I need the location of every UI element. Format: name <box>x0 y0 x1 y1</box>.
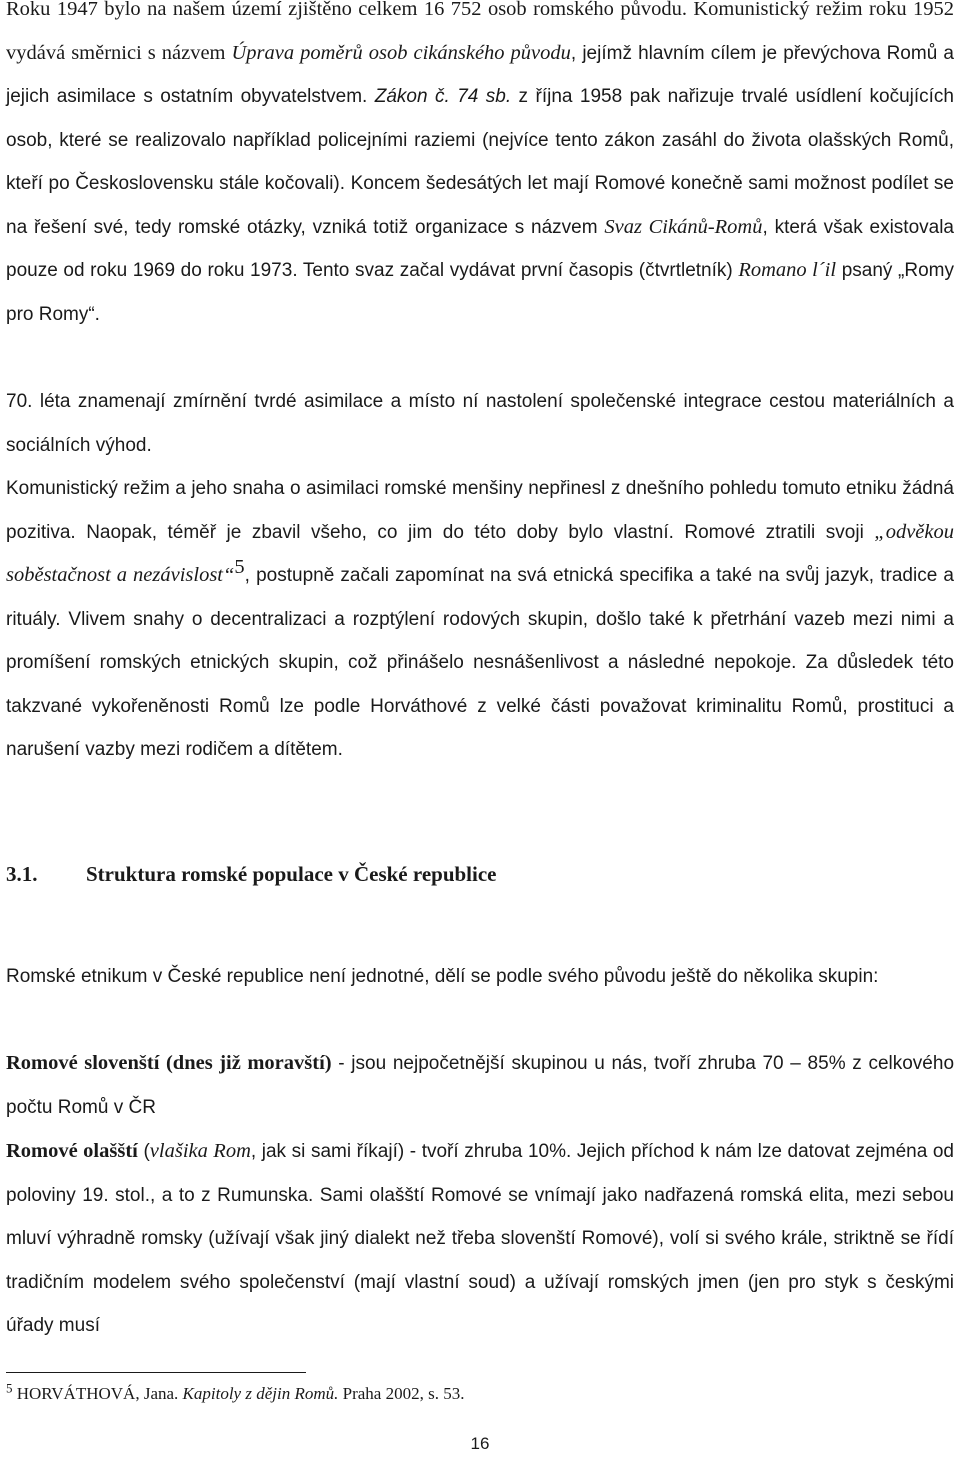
section-heading <box>6 862 496 887</box>
page-number: 16 <box>470 1434 490 1453</box>
footnote-ref: 5 <box>234 556 245 579</box>
footnote: $^5$ HORVÁTHOVÁ, Jana. Kapitoly z dějin Romů. Praha 2002, s. 53. <box>6 1380 465 1403</box>
paragraph-intro: Romské etnikum v České republice není jednotné, dělí se podle svého původu ještě do několika skupin: <box>6 966 879 987</box>
paragraph-history: Roku 1947 bylo na našem území zjištěno celkem 16 752 osob romského původu. Komunistický režim roku 1952 vydává směrnici s názvem Úprava poměrů osob cikánského původu, jejímž hlavním cílem je převýchova Romů a jejich asimilace s ostatním obyvatelstvem. Zákon č. 74 sb. z října 1958 pak nařizuje trvalé usídlení kočujících osob, které se realizovalo například policejními raziemi (nejvíce tento zákon zasáhl do života olašských Romů, kteří po Československu stále kočovali). Koncem šedesátých let mají Romové konečně sami možnost podílet se na řešení své, tedy romské otázky, vzniká totiž organizace s názvem Svaz Cikánů-Romů, která však existovala pouze od roku 1969 do roku 1973. Tento svaz začal vydávat první časopis (čtvrtletník) Romano l´il psaný „Romy pro Romy“. <box>6 0 954 325</box>
paragraph-communist-regime: Komunistický režim a jeho snaha o asimilaci romské menšiny nepřinesl z dnešního pohledu tomuto etniku žádná pozitiva. Naopak, téměř je zbavil všeho, co jim do této doby bylo vlastní. Romové ztratili svoji „odvěkou soběstačnost a nezávislost“$^5$, postupně začali zapomínat na svá etnická specifika a také na svůj jazyk, tradice a rituály. Vlivem snahy o decentralizaci a rozptýlení rodových skupin, došlo také k přetrhání vazeb mezi nimi a promíšení romských etnických skupin, což přinášelo nesnášenlivost a následné nepokoje. Za důsledek této takzvané vykořeněnosti Romů lze podle Horváthové z velké části považovat kriminalitu Romů, prostituci a narušení vazby mezi rodičem a dítětem. <box>6 478 954 760</box>
paragraph-seventies: 70. léta znamenají zmírnění tvrdé asimilace a místo ní nastolení společenské integrace cestou materiálních a sociálních výhod. <box>6 391 954 456</box>
section-number: 3.1. <box>6 862 38 886</box>
footnote-separator <box>6 1372 306 1373</box>
group-vlax-roma: Romové olašští (vlašika Rom, jak si sami říkají) - tvoří zhruba 10%. Jejich příchod k nám lze datovat zejména od poloviny 19. stol., a to z Rumunska. Sami olašští Romové se vnímají jako nadřazená romská elita, mezi sebou mluví výhradně romsky (užívají však jiný dialekt než třeba slovenští Romové), volí si svého krále, striktně se řídí tradičním modelem svého společenství (mají vlastní soud) a užívají romských jmen (jen pro styk s českými úřady musí <box>6 1140 955 1336</box>
section-title: Struktura romské populace v České republice <box>86 862 497 886</box>
group-slovak-roma: Romové slovenští (dnes již moravští) - jsou nejpočetnější skupinou u nás, tvoří zhruba 70 – 85% z celkového počtu Romů v ČR <box>6 1052 955 1118</box>
